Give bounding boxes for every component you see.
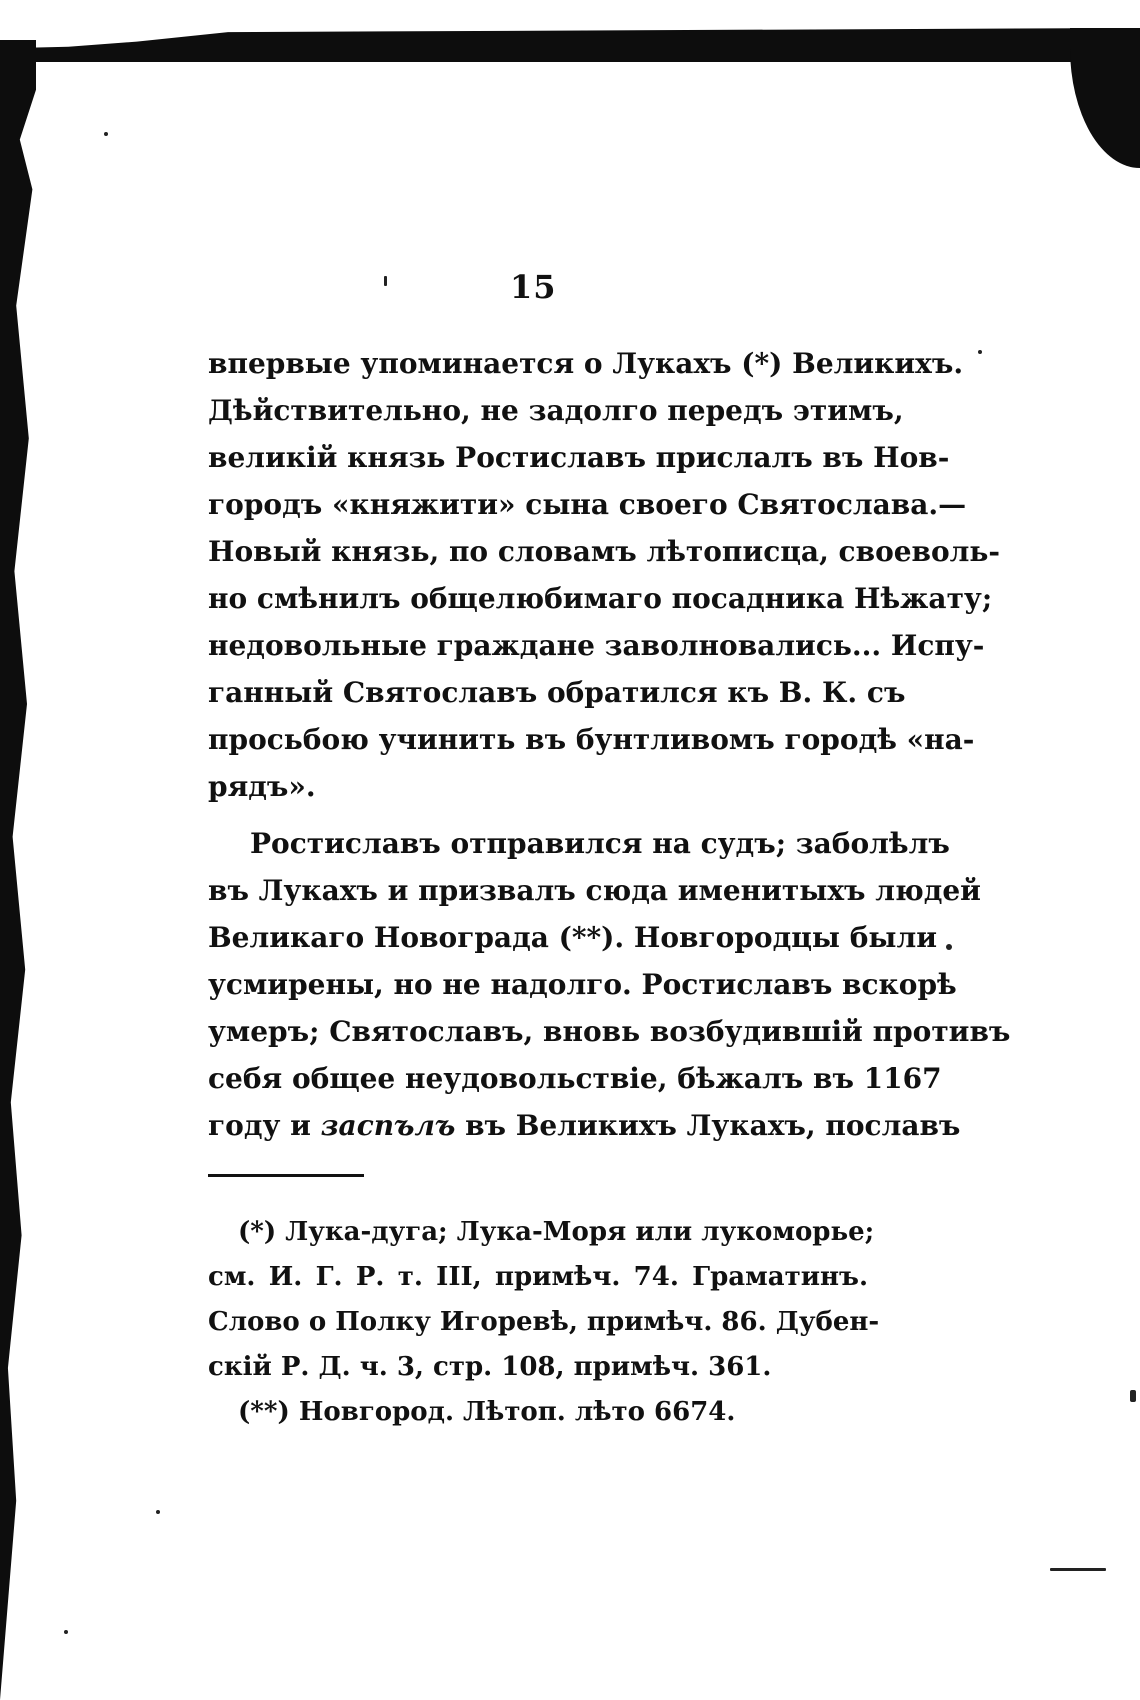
scan-dark-edge-top bbox=[0, 28, 1140, 62]
text-line: великій князь Ростиславъ прислалъ въ Нов- bbox=[208, 441, 950, 474]
text-line: усмирены, но не надолго. Ростиславъ вскорѣ bbox=[208, 968, 957, 1001]
text-line-mixed bbox=[208, 1102, 961, 1149]
scan-margin-top bbox=[0, 0, 1140, 28]
text-line: недовольные граждане заволновались... Испу- bbox=[208, 629, 985, 662]
paragraph-2 bbox=[208, 820, 1011, 1149]
text-line: просьбою учинить въ бунтливомъ городѣ «на- bbox=[208, 723, 975, 756]
page-number: 15 bbox=[510, 268, 557, 306]
footnote-1-line: (*) Лука-дуга; Лука-Моря или лукоморье; bbox=[238, 1217, 875, 1247]
scan-speck bbox=[1130, 1390, 1136, 1402]
scan-speck bbox=[156, 1510, 160, 1514]
text-line: впервые упоминается о Лукахъ (*) Великихъ. bbox=[208, 347, 964, 380]
footnote-1-line: скій Р. Д. ч. 3, стр. 108, примѣч. 361. bbox=[208, 1352, 772, 1382]
footnote-1-line: Слово о Полку Игоревѣ, примѣч. 86. Дубен- bbox=[208, 1307, 880, 1337]
text-line: себя общее неудовольствіе, бѣжалъ въ 1167 bbox=[208, 1062, 942, 1095]
text-line: Дѣйствительно, не задолго передъ этимъ, bbox=[208, 394, 904, 427]
text-line: городъ «княжити» сына своего Святослава.— bbox=[208, 488, 967, 521]
text-line: въ Лукахъ и призвалъ сюда именитыхъ людей bbox=[208, 874, 981, 907]
text-line: ганный Святославъ обратился къ В. К. съ bbox=[208, 676, 906, 709]
text-line: Новый князь, по словамъ лѣтописца, своеволь- bbox=[208, 535, 1001, 568]
scan-speck bbox=[384, 276, 387, 286]
scan-dark-edge-left bbox=[0, 40, 36, 1700]
scan-dark-corner bbox=[1070, 28, 1140, 168]
scan-speck bbox=[1050, 1568, 1106, 1571]
text-line: Ростиславъ отправился на судъ; заболѣлъ bbox=[250, 827, 950, 860]
paragraph-1 bbox=[208, 340, 1001, 810]
scan-speck bbox=[64, 1630, 68, 1634]
text-line: Великаго Новограда (**). Новгородцы были bbox=[208, 921, 937, 954]
italic-word: заспълъ bbox=[320, 1109, 456, 1142]
text-segment: году и bbox=[208, 1109, 311, 1142]
footnotes bbox=[208, 1210, 880, 1435]
footnote-1-line: см. И. Г. Р. т. III, примѣч. 74. Граматинъ. bbox=[208, 1262, 868, 1292]
scan-speck bbox=[104, 132, 108, 136]
footnote-2-line: (**) Новгород. Лѣтоп. лѣто 6674. bbox=[238, 1397, 736, 1427]
scan-speck bbox=[978, 350, 982, 354]
footnote-separator bbox=[208, 1174, 364, 1177]
scan-speck bbox=[946, 944, 952, 950]
text-line: рядъ». bbox=[208, 770, 316, 803]
text-segment: въ Великихъ Лукахъ, пославъ bbox=[465, 1109, 961, 1142]
text-line: но смѣнилъ общелюбимаго посадника Нѣжату; bbox=[208, 582, 993, 615]
text-line: умеръ; Святославъ, вновь возбудившій противъ bbox=[208, 1015, 1011, 1048]
